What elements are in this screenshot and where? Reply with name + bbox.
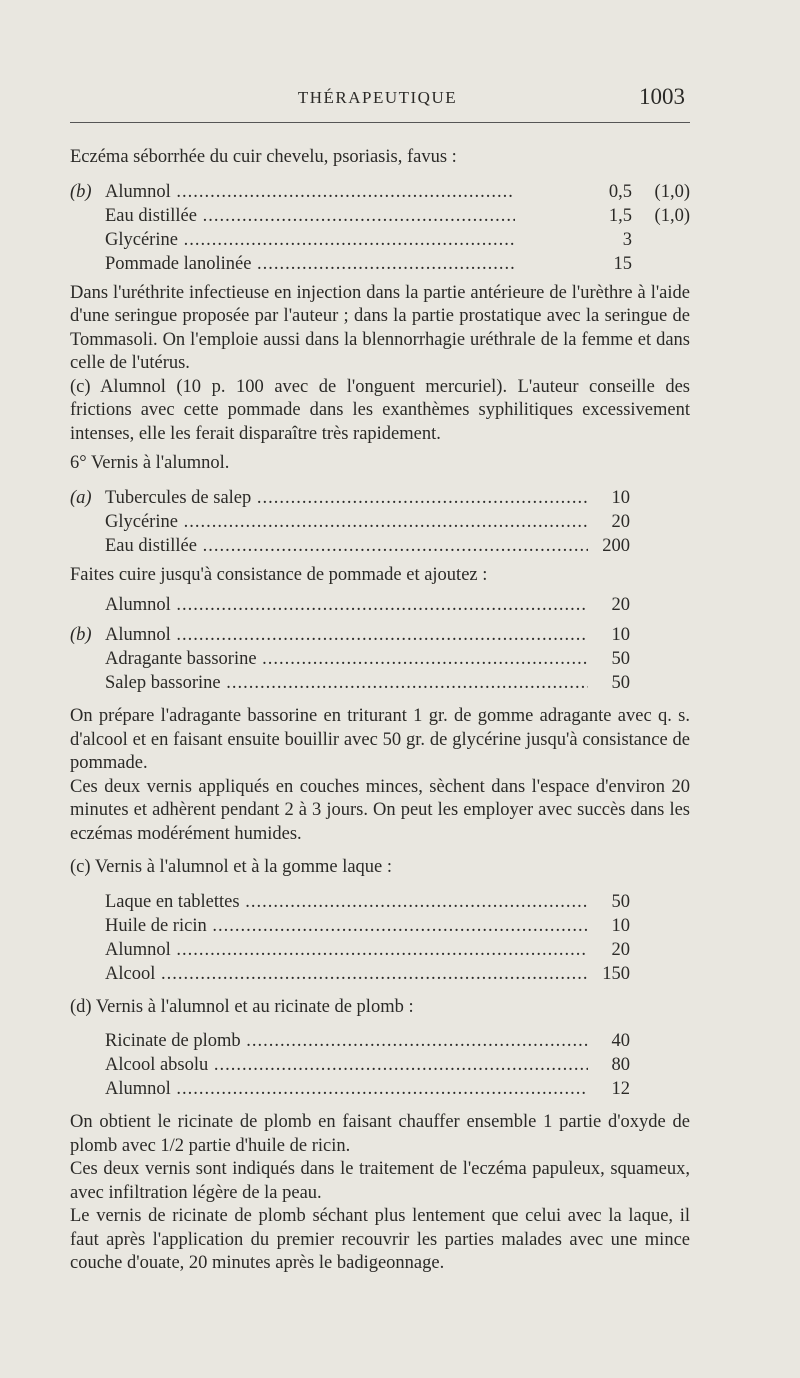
ingredient-quantity: 10 (611, 915, 630, 936)
ingredient-label: Tubercules de salep ..... (105, 486, 588, 510)
recipe-c (70, 890, 690, 986)
ingredient-quantity: 10 (611, 487, 630, 508)
recipe-row (70, 534, 690, 558)
recipe-row (70, 510, 690, 534)
recipe-d (70, 1029, 690, 1101)
header-rule (70, 122, 690, 123)
ingredient-label: Huile de ricin ..... (105, 914, 588, 938)
ingredient-quantity: 150 (602, 963, 630, 984)
ingredient-quantity: 80 (611, 1055, 630, 1075)
ingredient-quantity: 20 (611, 595, 630, 615)
ingredient-label: Laque en tablettes ..... (105, 890, 588, 914)
ingredient-label: Alumnol ..... (105, 1077, 588, 1101)
para-indications: Ces deux vernis sont indiqués dans le traitement de l'eczéma papuleux, squameux, avec infiltration légère de la peau. (70, 1159, 690, 1203)
recipe-row (70, 623, 690, 647)
ingredient-label: Alcool ..... (105, 962, 588, 986)
recipe-row (70, 486, 690, 510)
ingredient-quantity: 50 (611, 891, 630, 912)
recipe-row (70, 914, 690, 938)
section-6-heading: 6° Vernis à l'alumnol. (70, 453, 230, 473)
para-application: Le vernis de ricinate de plomb séchant plus lentement que celui avec la laque, il faut après l'application du premier recouvrir les parties malades avec une mince couche d'ouate, 20 minutes après le badigeonnage. (70, 1206, 690, 1273)
recipe-row (70, 962, 690, 986)
recipe-tag: (b) (70, 181, 92, 202)
ingredient-label: Alumnol ..... (105, 623, 588, 647)
para-cook: Faites cuire jusqu'à consistance de pommade et ajoutez : (70, 564, 488, 585)
para-ricinate: On obtient le ricinate de plomb en faisant chauffer ensemble 1 partie d'oxyde de plomb avec 1/2 partie d'huile de ricin. (70, 1112, 690, 1156)
recipe-tag: (b) (70, 625, 92, 645)
recipe-a (70, 486, 690, 558)
ingredient-label: Glycérine ..... (105, 510, 588, 534)
ingredient-quantity: 40 (611, 1031, 630, 1051)
ingredient-quantity: 50 (611, 673, 630, 693)
ingredient-label: Alumnol ..... (105, 180, 515, 204)
running-header (70, 86, 685, 114)
para-vernis-dry: Ces deux vernis appliqués en couches minces, sèchent dans l'espace d'environ 20 minutes et adhèrent pendant 2 à 3 jours. On peut les employer avec succès dans les eczémas modérément humides. (70, 776, 690, 844)
ingredient-label: Alumnol ..... (105, 593, 588, 617)
recipe-tag: (a) (70, 487, 92, 508)
para-c-heading: (c) Vernis à l'alumnol et à la gomme laque : (70, 857, 393, 877)
recipe-b1 (70, 180, 690, 276)
ingredient-label: Eau distillée ..... (105, 534, 588, 558)
ingredient-quantity: 20 (611, 511, 630, 532)
recipe-a-add (70, 593, 690, 617)
recipe-row (70, 647, 690, 671)
recipe-row (70, 593, 690, 617)
recipe-row (70, 204, 690, 228)
ingredient-alt-quantity: (1,0) (654, 205, 690, 226)
ingredient-label: Salep bassorine ..... (105, 671, 588, 695)
ingredient-quantity: 15 (613, 253, 632, 274)
ingredient-label: Alumnol ..... (105, 938, 588, 962)
recipe-row (70, 671, 690, 695)
page-body (70, 146, 690, 1276)
para-urethritis: Dans l'uréthrite infectieuse en injection dans la partie antérieure de l'urèthre à l'aide d'une seringue proposée par l'auteur ; dans la partie prostatique avec la seringue de Tommasoli. On l'emploie aussi dans la blennorrhagie uréthrale de la femme et dans celle de l'utérus. (70, 282, 690, 373)
ingredient-quantity: 0,5 (608, 181, 632, 202)
ingredient-label: Ricinate de plomb ..... (105, 1029, 588, 1053)
ingredient-label: Adragante bassorine ..... (105, 647, 588, 671)
ingredient-alt-quantity: (1,0) (654, 181, 690, 202)
recipe-row (70, 1053, 690, 1077)
ingredient-quantity: 50 (611, 649, 630, 669)
recipe-row (70, 938, 690, 962)
recipe-row (70, 1077, 690, 1101)
intro-line: Eczéma séborrhée du cuir chevelu, psoriasis, favus : (70, 147, 457, 167)
ingredient-quantity: 200 (602, 535, 630, 556)
ingredient-quantity: 10 (611, 625, 630, 645)
recipe-row (70, 228, 690, 252)
recipe-row (70, 890, 690, 914)
ingredient-quantity: 3 (622, 229, 632, 250)
header-title: THÉRAPEUTIQUE (297, 88, 458, 107)
ingredient-label: Pommade lanolinée ..... (105, 252, 515, 276)
para-d-heading: (d) Vernis à l'alumnol et au ricinate de plomb : (70, 996, 414, 1017)
recipe-b2 (70, 623, 690, 695)
page-number: 1003 (639, 84, 685, 109)
ingredient-label: Alcool absolu ..... (105, 1053, 588, 1077)
ingredient-quantity: 1,5 (608, 205, 632, 226)
ingredient-label: Eau distillée ..... (105, 204, 515, 228)
recipe-row (70, 252, 690, 276)
ingredient-quantity: 12 (611, 1079, 630, 1099)
para-adragante: On prépare l'adragante bassorine en triturant 1 gr. de gomme adragante avec q. s. d'alcool et en faisant ensuite bouillir avec 50 gr. de glycérine jusqu'à consistance de pommade. (70, 706, 690, 773)
ingredient-quantity: 20 (611, 939, 630, 960)
recipe-row (70, 180, 690, 204)
ingredient-label: Glycérine ..... (105, 228, 515, 252)
recipe-row (70, 1029, 690, 1053)
para-mercurial: (c) Alumnol (10 p. 100 avec de l'onguent mercuriel). L'auteur conseille des frictions avec cette pommade dans les exanthèmes syphilitiques excessivement intenses, elle les ferait disparaître très rapidement. (70, 376, 690, 444)
